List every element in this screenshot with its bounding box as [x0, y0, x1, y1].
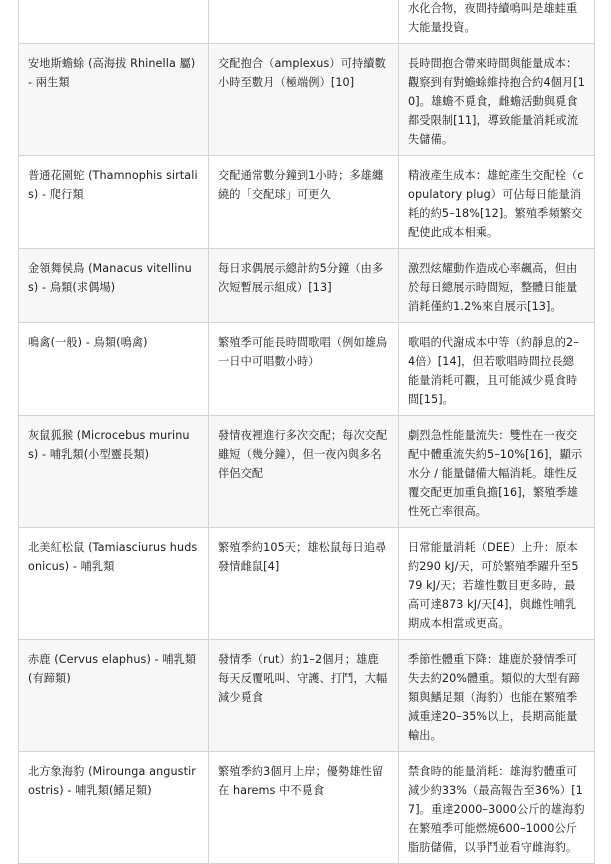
species-cell: 鳴禽(一般) - 鳥類(鳴禽): [19, 323, 209, 416]
table-row: [19, 323, 595, 416]
energy-cell: 劇烈急性能量流失：雙性在一夜交配中體重流失約5–10%[16]，顯示水分 / 能量儲備大幅消耗。雄性反覆交配更加重負擔[16]，繁殖季雄性死亡率很高。: [399, 416, 595, 528]
energy-cell: 長時間抱合帶來時間與能量成本：觀察到有對蟾蜍維持抱合約4個月[10]。雄蟾不覓食，雌蟾活動與覓食都受限制[11]，導致能量消耗或流失儲備。: [399, 44, 595, 156]
energy-cost-table: [18, 0, 595, 864]
species-cell: 北方象海豹 (Mirounga angustirostris) - 哺乳類(鰭足類): [19, 752, 209, 864]
mating-cell: 繁殖季可能長時間歌唱（例如雄鳥一日中可唱數小時）: [209, 323, 399, 416]
species-cell: 灰鼠狐猴 (Microcebus murinus) - 哺乳類(小型靈長類): [19, 416, 209, 528]
energy-cell: 精液產生成本：雄蛇產生交配栓（copulatory plug）可佔每日能量消耗的約5–18%[12]。繁殖季頻繁交配使此成本相乘。: [399, 156, 595, 249]
mating-cell: 每日求偶展示總計約5分鐘（由多次短暫展示組成）[13]: [209, 249, 399, 323]
mating-cell: 交配抱合（amplexus）可持續數小時至數月（極端例）[10]: [209, 44, 399, 156]
energy-cell: 季節性體重下降：雄鹿於發情季可失去約20%體重。類似的大型有蹄類與鰭足類（海豹）也能在繁殖季減重達20–35%以上，長期高能量輸出。: [399, 640, 595, 752]
species-cell: 普通花園蛇 (Thamnophis sirtalis) - 爬行類: [19, 156, 209, 249]
mating-cell: 發情夜裡進行多次交配；每次交配雖短（幾分鐘），但一夜內與多名伴侶交配: [209, 416, 399, 528]
species-cell: [19, 0, 209, 44]
mating-cell: 交配通常數分鐘到1小時；多雄纏繞的「交配球」可更久: [209, 156, 399, 249]
energy-cell: 日常能量消耗（DEE）上升：原本約290 kJ/天，可於繁殖季躍升至579 kJ/天；若雄性數目更多時，最高可達873 kJ/天[4]，與雌性哺乳期成本相當或更高。: [399, 528, 595, 640]
species-cell: 北美紅松鼠 (Tamiasciurus hudsonicus) - 哺乳類: [19, 528, 209, 640]
table-row: [19, 416, 595, 528]
species-cell: 安地斯蟾蜍 (高海拔 Rhinella 屬) - 兩生類: [19, 44, 209, 156]
table-body: [19, 0, 595, 864]
energy-cell: 激烈炫耀動作造成心率飆高，但由於每日總展示時間短，整體日能量消耗僅約1.2%來自展示[13]。: [399, 249, 595, 323]
mating-cell: 繁殖季約105天；雄松鼠每日追尋發情雌鼠[4]: [209, 528, 399, 640]
mating-cell: 發情季（rut）約1–2個月；雄鹿每天反覆吼叫、守護、打鬥，大幅減少覓食: [209, 640, 399, 752]
table-row: [19, 528, 595, 640]
energy-cell: 歌唱的代謝成本中等（約靜息的2–4倍）[14]，但若歌唱時間拉長總能量消耗可觀，且可能減少覓食時間[15]。: [399, 323, 595, 416]
energy-cell: 水化合物，夜間持續鳴叫是雄蛙重大能量投資。: [399, 0, 595, 44]
table-row: [19, 156, 595, 249]
mating-cell: [209, 0, 399, 44]
mating-cell: 繁殖季約3個月上岸；優勢雄性留在 harems 中不覓食: [209, 752, 399, 864]
energy-cell: 禁食時的能量消耗：雄海豹體重可減少約33%（最高報告至36%）[17]。重達2000–3000公斤的雄海豹在繁殖季可能燃燒600–1000公斤脂肪儲備，以爭鬥並看守雌海豹。: [399, 752, 595, 864]
table-row: [19, 249, 595, 323]
species-cell: 金領舞侯鳥 (Manacus vitellinus) - 鳥類(求偶場): [19, 249, 209, 323]
table-row: [19, 752, 595, 864]
table-row: [19, 0, 595, 44]
species-cell: 赤鹿 (Cervus elaphus) - 哺乳類(有蹄類): [19, 640, 209, 752]
table-row: [19, 640, 595, 752]
table-row: [19, 44, 595, 156]
